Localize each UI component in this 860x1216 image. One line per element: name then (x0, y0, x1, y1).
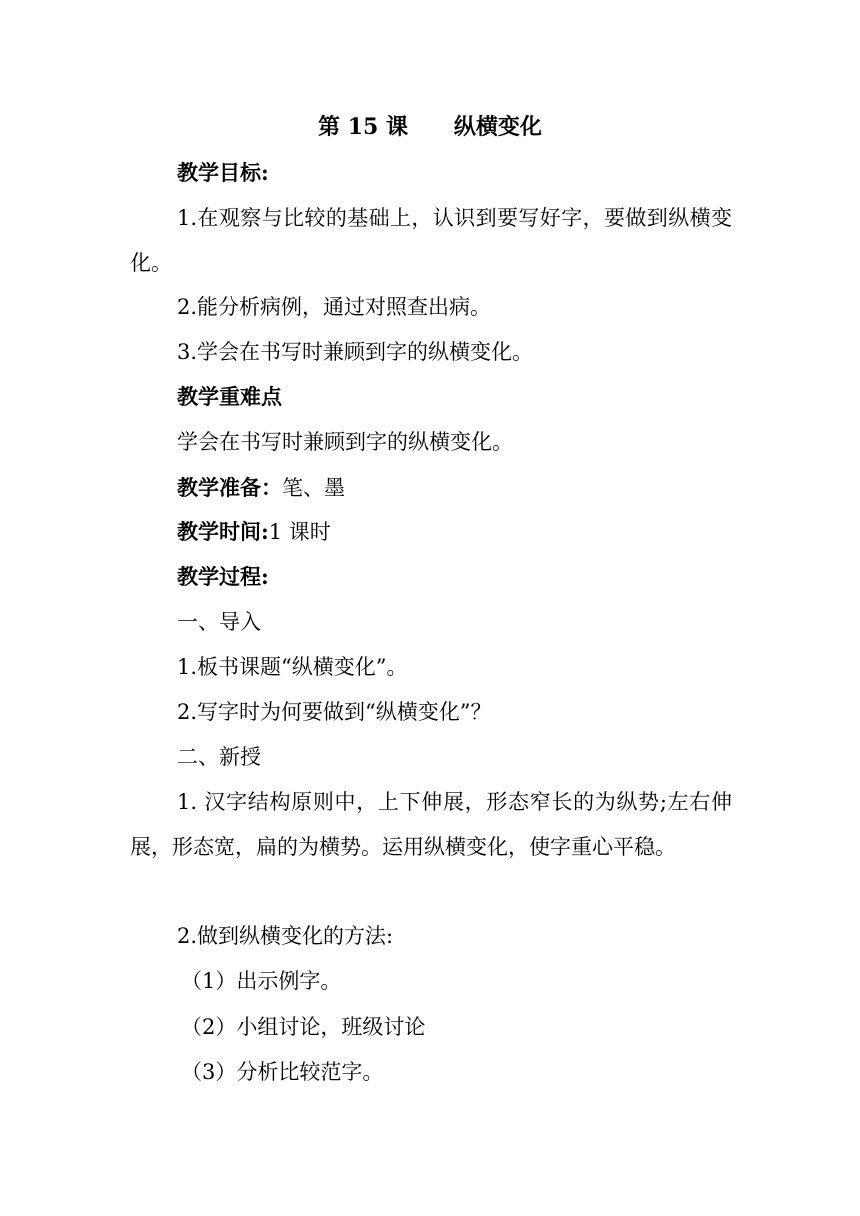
lesson-title: 第 15 课 纵横变化 (318, 114, 542, 140)
keypoints-heading: 教学重难点 (177, 384, 282, 409)
objective-1: 1.在观察与比较的基础上，认识到要写好字，要做到纵横变化。 (130, 206, 732, 275)
new-item-1: 1. 汉字结构原则中，上下伸展，形态窄长的为纵势;左右伸展，形态宽，扁的为横势。运用纵横变化，使字重心平稳。 (130, 790, 732, 859)
process-heading: 教学过程: (177, 564, 269, 589)
step-1: （1）出示例字。 (181, 969, 342, 993)
objective-2: 2.能分析病例，通过对照查出病。 (177, 295, 492, 319)
new-item-2: 2.做到纵横变化的方法: (177, 924, 394, 948)
time-value: 1 课时 (268, 520, 331, 544)
time-label: 教学时间: (177, 519, 269, 544)
time-line (177, 517, 331, 547)
preparation-label: 教学准备： (177, 475, 282, 500)
section-new-heading: 二、新授 (177, 745, 261, 769)
section-intro-heading: 一、导入 (177, 610, 261, 634)
step-3: （3）分析比较范字。 (181, 1060, 384, 1084)
intro-item-1: 1.板书课题“纵横变化”。 (177, 655, 408, 679)
objective-3: 3.学会在书写时兼顾到字的纵横变化。 (177, 340, 534, 364)
intro-item-2: 2.写字时为何要做到“纵横变化”？ (177, 700, 492, 724)
objectives-heading: 教学目标: (177, 160, 269, 185)
keypoints-text: 学会在书写时兼顾到字的纵横变化。 (177, 430, 513, 454)
step-2: （2）小组讨论，班级讨论 (181, 1015, 426, 1039)
preparation-line (177, 473, 345, 503)
preparation-value: 笔、墨 (282, 476, 345, 500)
